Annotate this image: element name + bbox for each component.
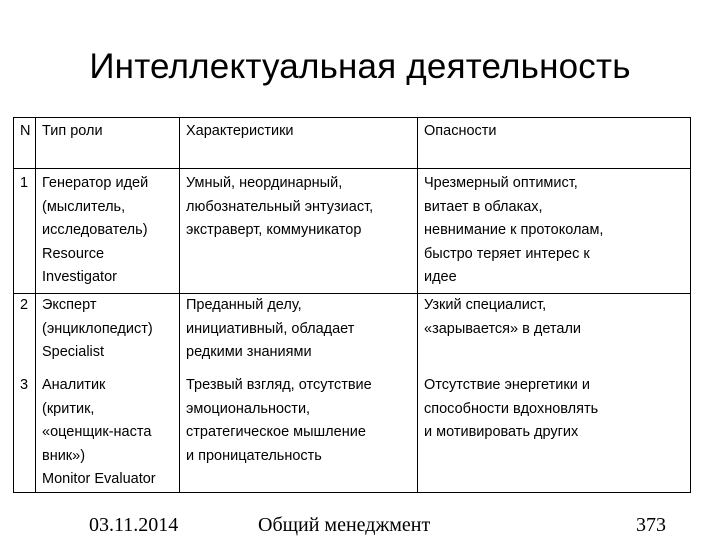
dangers-line: «зарывается» в детали — [424, 320, 582, 337]
header-n: N — [14, 118, 36, 169]
role-line: «оценщик-наста — [42, 424, 152, 440]
role-line: Аналитик — [42, 377, 106, 393]
dangers-block — [424, 294, 684, 374]
dangers-block — [424, 374, 684, 445]
role-line: (критик, — [42, 400, 95, 417]
dangers-line: способности вдохновлять — [424, 400, 599, 417]
slide-title: Интеллектуальная деятельность — [89, 47, 631, 86]
dangers-line: Отсутствие энергетики и — [424, 377, 590, 393]
row-number-cell — [14, 294, 36, 493]
role-line: Specialist — [42, 344, 105, 360]
team-roles-table — [13, 117, 691, 493]
row-number: 1 — [14, 169, 36, 294]
characteristics-line: инициативный, обладает — [186, 320, 355, 337]
characteristics-line: и проницательность — [186, 447, 322, 464]
role-line: (мыслитель, — [42, 198, 126, 215]
footer-date: 03.11.2014 — [89, 514, 179, 536]
role-line: Эксперт — [42, 297, 97, 313]
header-characteristics: Характеристики — [180, 118, 418, 169]
dangers-cell — [418, 169, 691, 294]
characteristics-cell — [180, 169, 418, 294]
footer-course-title: Общий менеджмент — [258, 514, 431, 536]
header-dangers: Опасности — [418, 118, 691, 169]
role-line: Генератор идей — [42, 175, 149, 191]
role-cell — [36, 294, 180, 493]
dangers-line: быстро теряет интерес к — [424, 245, 590, 262]
role-cell — [36, 169, 180, 294]
characteristics-cell — [180, 294, 418, 493]
dangers-line: витает в облаках, — [424, 198, 543, 215]
characteristics-block — [186, 294, 411, 374]
characteristics-line: эмоциональности, — [186, 400, 311, 417]
characteristics-line: экстраверт, коммуникатор — [186, 222, 362, 238]
role-line: Resource — [42, 245, 105, 262]
dangers-line: идее — [424, 269, 457, 285]
role-line: Monitor Evaluator — [42, 471, 156, 487]
row-number: 3 — [20, 377, 29, 393]
characteristics-line: Умный, неординарный, — [186, 175, 343, 191]
dangers-cell — [418, 294, 691, 493]
characteristics-line: Трезвый взгляд, отсутствие — [186, 377, 372, 393]
dangers-line: Узкий специалист, — [424, 297, 547, 313]
characteristics-line: Преданный делу, — [186, 297, 302, 313]
role-line: вник») — [42, 447, 86, 464]
table-row — [14, 294, 691, 493]
dangers-line: и мотивировать других — [424, 424, 579, 440]
table-row — [14, 169, 691, 294]
footer-page-number: 373 — [636, 514, 666, 536]
role-line: Investigator — [42, 269, 117, 285]
characteristics-line: стратегическое мышление — [186, 424, 366, 440]
dangers-line: невнимание к протоколам, — [424, 222, 604, 238]
role-line: (энциклопедист) — [42, 320, 153, 337]
dangers-line: Чрезмерный оптимист, — [424, 175, 578, 191]
characteristics-line: редкими знаниями — [186, 344, 312, 360]
characteristics-line: любознательный энтузиаст, — [186, 198, 374, 215]
characteristics-block — [186, 374, 411, 468]
role-block — [42, 374, 173, 492]
role-line: исследователь) — [42, 222, 148, 238]
row-number: 2 — [20, 297, 29, 313]
header-role: Тип роли — [36, 118, 180, 169]
table-header-row — [14, 118, 691, 169]
role-block — [42, 294, 173, 374]
